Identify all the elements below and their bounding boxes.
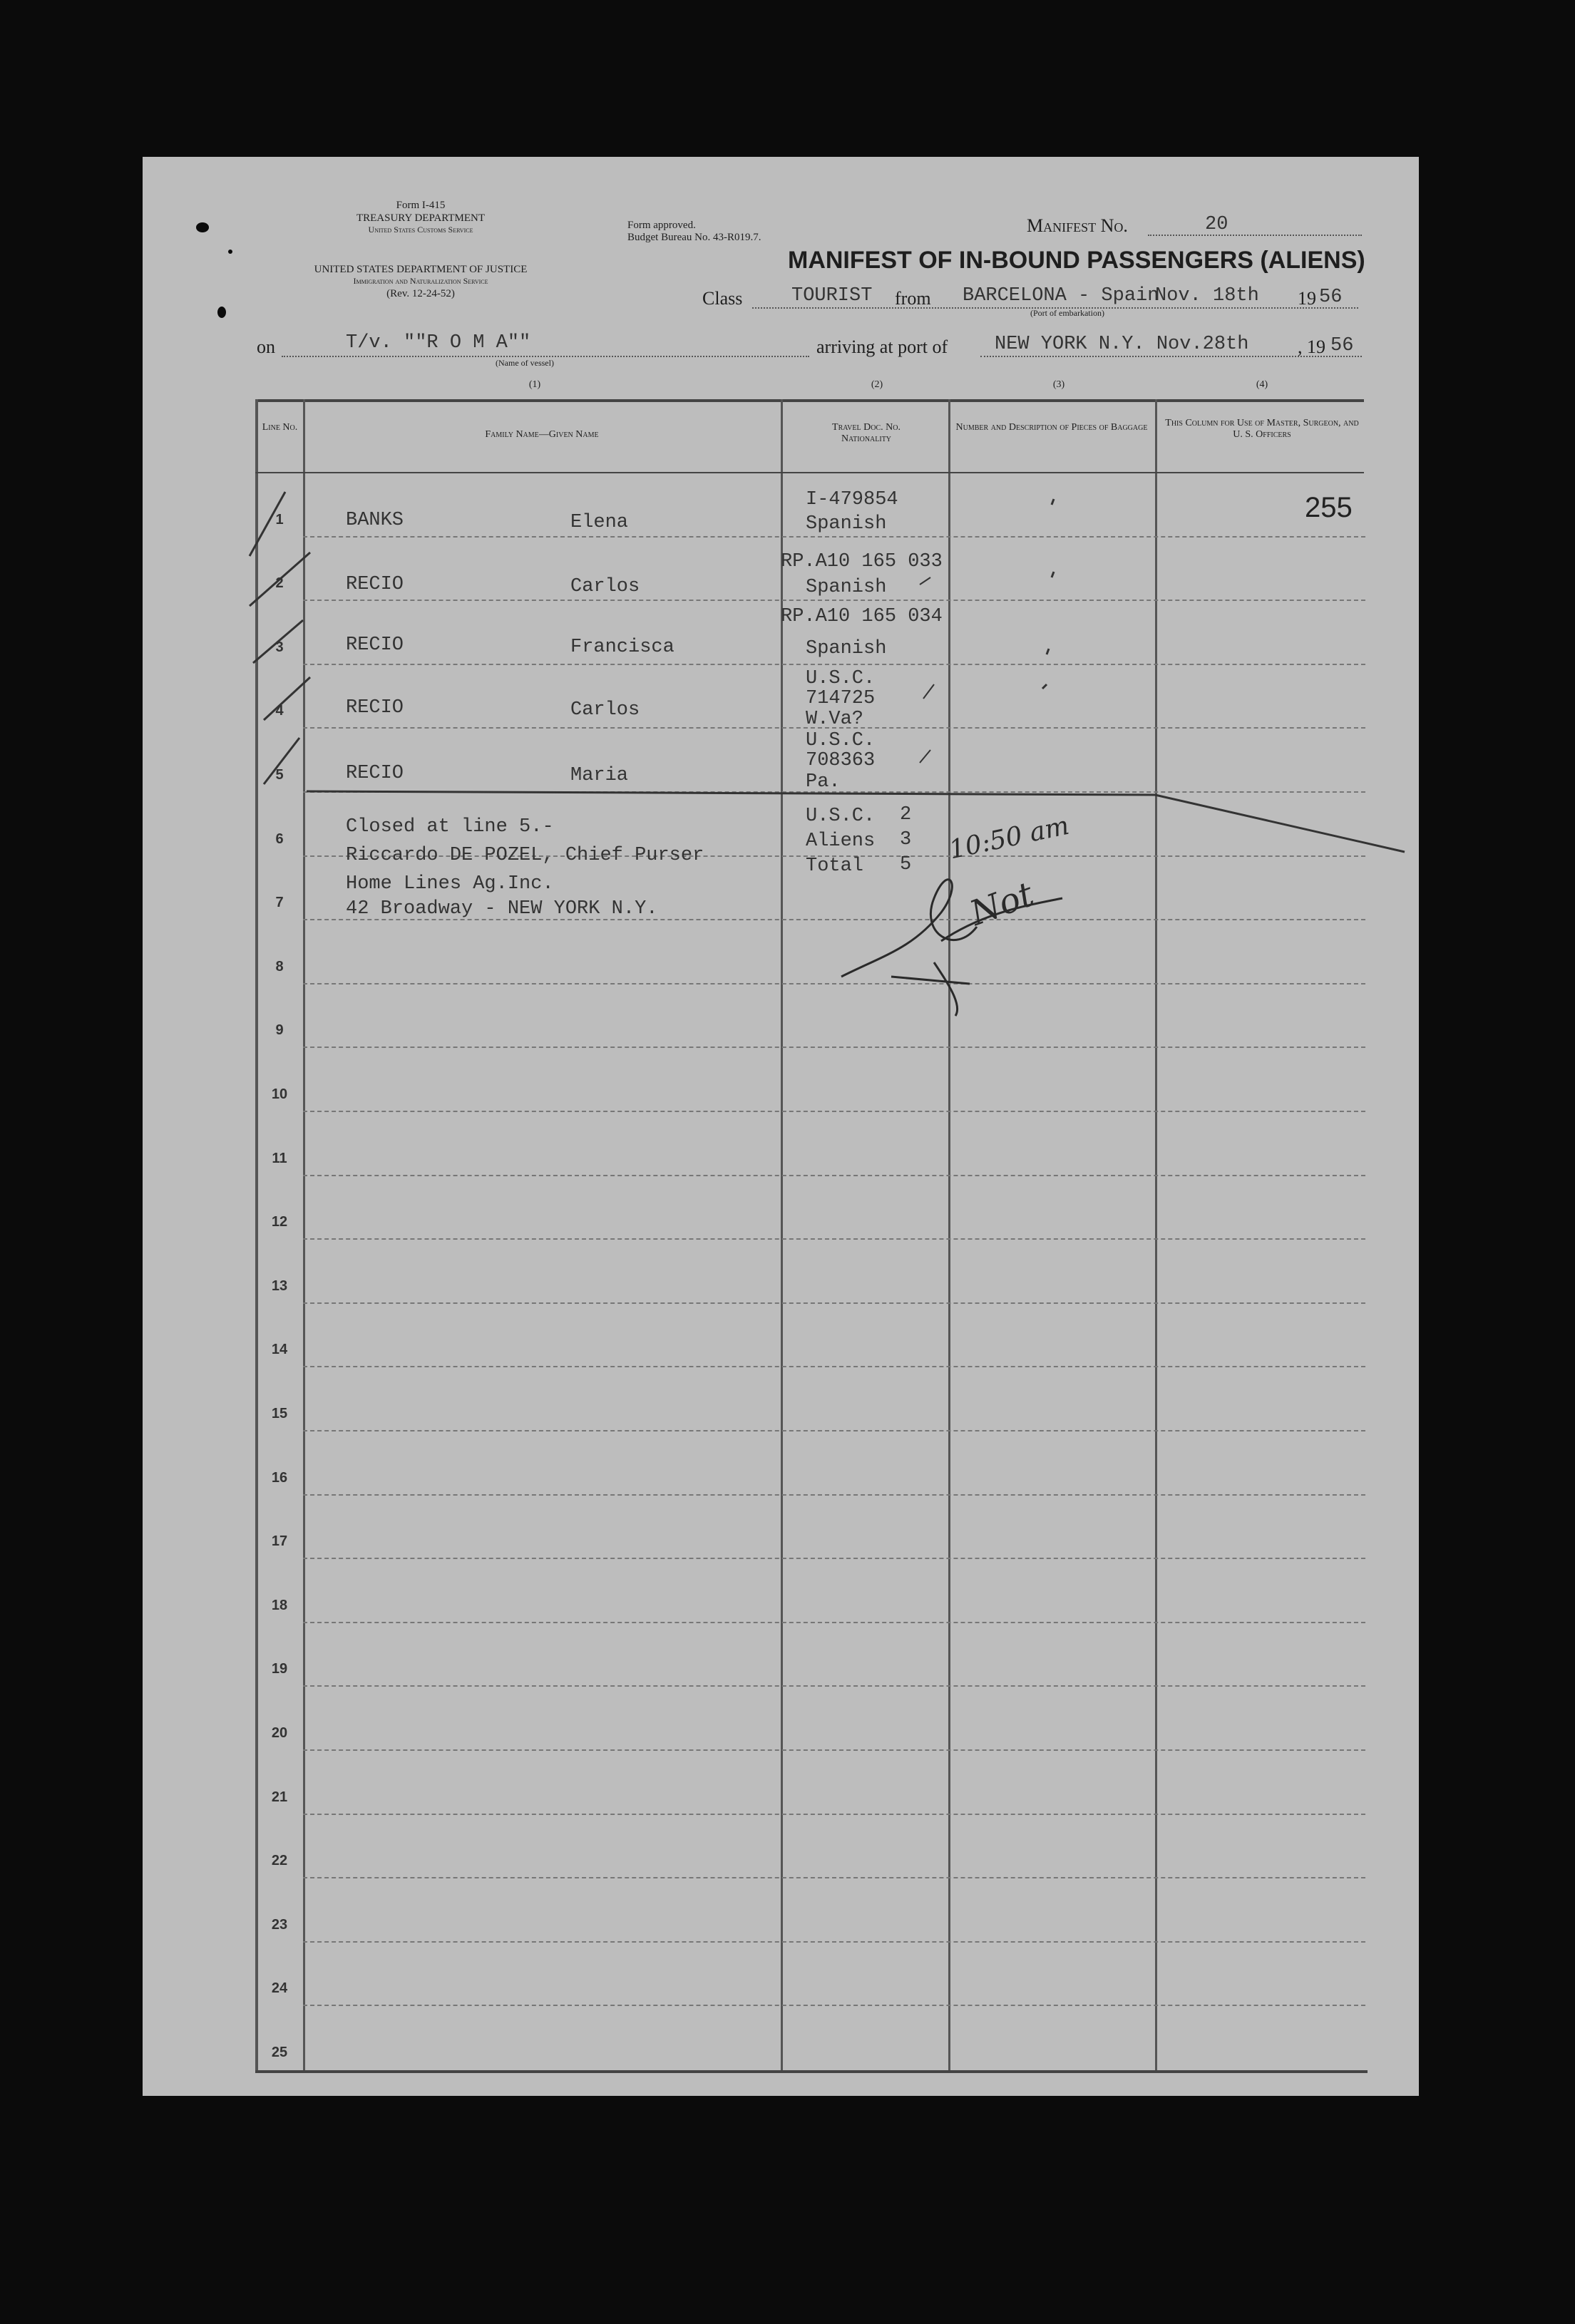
ins-service: Immigration and Naturalization Service [353, 276, 488, 286]
departure-date: Nov. 18th [1155, 285, 1259, 307]
check-mark [264, 677, 310, 720]
check-mark [250, 492, 285, 556]
family-name: RECIO [346, 763, 404, 784]
ink-marks [143, 157, 1419, 2096]
tick-mark [920, 750, 930, 763]
form-approved: Form approved. [627, 220, 696, 231]
line-number: 2 [275, 575, 284, 592]
check-mark [250, 552, 310, 606]
col-header-baggage: Number and Description of Pieces of Baggage [955, 422, 1148, 433]
year2-value: 56 [1330, 335, 1354, 356]
line-number: 20 [271, 1725, 288, 1741]
handwritten-initials: Not [965, 874, 1040, 934]
travel-doc: RP.A10 165 033 [781, 551, 943, 572]
company-address: 42 Broadway - NEW YORK N.Y. [346, 898, 658, 920]
manifest-title: MANIFEST OF IN-BOUND PASSENGERS (ALIENS) [788, 247, 1365, 274]
col-header-name: Family Name—Given Name [485, 429, 599, 440]
customs-service: United States Customs Service [368, 225, 473, 235]
check-mark [253, 620, 303, 663]
closed-note: Closed at line 5.- [346, 816, 554, 838]
col-header-officers: This Column for Use of Master, Surgeon, and U. S. Officers [1165, 418, 1359, 440]
travel-doc: U.S.C. 714725 [806, 668, 876, 709]
given-name: Francisca [570, 637, 674, 658]
col-header-line-no: Line No. [262, 422, 298, 433]
port-of-embarkation-caption: (Port of embarkation) [1030, 308, 1104, 318]
line-number: 3 [275, 639, 284, 655]
form-number: Form I-415 [396, 200, 446, 211]
usc-label: U.S.C. [806, 806, 876, 827]
tick-mark [1047, 649, 1049, 654]
revision: (Rev. 12-24-52) [386, 288, 455, 299]
company-name: Home Lines Ag.Inc. [346, 873, 554, 895]
nationality: Spanish [806, 577, 887, 598]
justice-dept: UNITED STATES DEPARTMENT OF JUSTICE [314, 264, 528, 275]
nationality: W.Va? [806, 709, 864, 730]
line-number: 24 [271, 1980, 288, 1997]
nationality: Spanish [806, 513, 887, 535]
col-num-3: (3) [1052, 379, 1065, 390]
family-name: RECIO [346, 634, 404, 656]
family-name: BANKS [346, 510, 404, 531]
arrival-port: NEW YORK N.Y. Nov.28th [995, 334, 1249, 355]
nationality: Pa. [806, 771, 841, 793]
year2-prefix: , 19 [1298, 336, 1325, 357]
total-label: Total [806, 855, 864, 877]
arriving-label: arriving at port of [816, 336, 948, 357]
vessel-name: T/v. ""R O M A"" [346, 332, 531, 354]
line-number: 13 [271, 1277, 288, 1294]
line-number: 5 [275, 767, 284, 783]
class-label: Class [702, 288, 743, 309]
travel-doc: U.S.C. 708363 [806, 730, 876, 771]
line-number: 1 [275, 511, 284, 528]
line-number: 23 [271, 1916, 288, 1933]
class-value: TOURIST [791, 285, 873, 307]
year-prefix: 19 [1298, 288, 1316, 309]
total-count: 5 [900, 854, 912, 875]
line-number: 10 [271, 1086, 288, 1102]
usc-count: 2 [900, 804, 912, 826]
manifest-no-label: Manifest No. [1027, 215, 1128, 236]
line-number: 17 [271, 1533, 288, 1550]
budget-bureau: Budget Bureau No. 43-R019.7. [627, 232, 761, 243]
treasury-dept: TREASURY DEPARTMENT [356, 212, 486, 224]
tick-mark [923, 684, 934, 699]
line-number: 7 [275, 895, 284, 911]
given-name: Carlos [570, 699, 640, 721]
signature-scribble [841, 880, 1062, 1016]
line-number: 22 [271, 1853, 288, 1869]
check-mark [264, 738, 299, 784]
tick-mark [1052, 499, 1054, 505]
family-name: RECIO [346, 574, 404, 595]
col-num-4: (4) [1256, 379, 1268, 390]
given-name: Carlos [570, 576, 640, 597]
aliens-count: 3 [900, 829, 912, 850]
line-number: 25 [271, 2045, 288, 2060]
from-label: from [895, 288, 931, 309]
manifest-no-value: 20 [1205, 214, 1228, 235]
manifest-page [143, 157, 1419, 2096]
line-number: 11 [272, 1150, 287, 1166]
year-value: 56 [1319, 287, 1343, 308]
col-num-2: (2) [871, 379, 883, 390]
travel-doc: RP.A10 165 034 [781, 606, 943, 627]
given-name: Maria [570, 765, 629, 786]
col-num-1: (1) [528, 379, 541, 390]
travel-doc: I-479854 [806, 489, 898, 510]
tick-mark [920, 577, 930, 585]
line-number: 21 [271, 1789, 288, 1805]
purser-signature: Riccardo DE POZEL, Chief Purser [346, 845, 704, 866]
line-number: 19 [271, 1661, 288, 1677]
col-header-travel-doc: Travel Doc. No. Nationality [832, 422, 901, 444]
line-number: 4 [275, 703, 284, 719]
tick-mark [1042, 684, 1047, 689]
nationality: Spanish [806, 638, 887, 659]
from-value: BARCELONA - Spain [963, 285, 1159, 307]
handwritten-time: 10:50 am [946, 811, 1072, 865]
line-number: 14 [271, 1342, 288, 1358]
line-number: 18 [271, 1597, 288, 1613]
on-label: on [257, 336, 275, 357]
line-number: 6 [275, 831, 284, 847]
tick-mark [1052, 572, 1054, 577]
stamp-number: 255 [1305, 492, 1353, 523]
line-number: 9 [275, 1022, 284, 1039]
closing-strike-tail [1155, 795, 1405, 852]
given-name: Elena [570, 512, 629, 533]
vessel-caption: (Name of vessel) [496, 358, 554, 368]
line-number: 15 [271, 1406, 288, 1421]
line-number: 16 [271, 1469, 288, 1486]
family-name: RECIO [346, 697, 404, 719]
line-number: 12 [271, 1214, 288, 1230]
line-number: 8 [275, 958, 284, 975]
aliens-label: Aliens [806, 831, 876, 852]
closing-strike-line [307, 791, 1155, 795]
